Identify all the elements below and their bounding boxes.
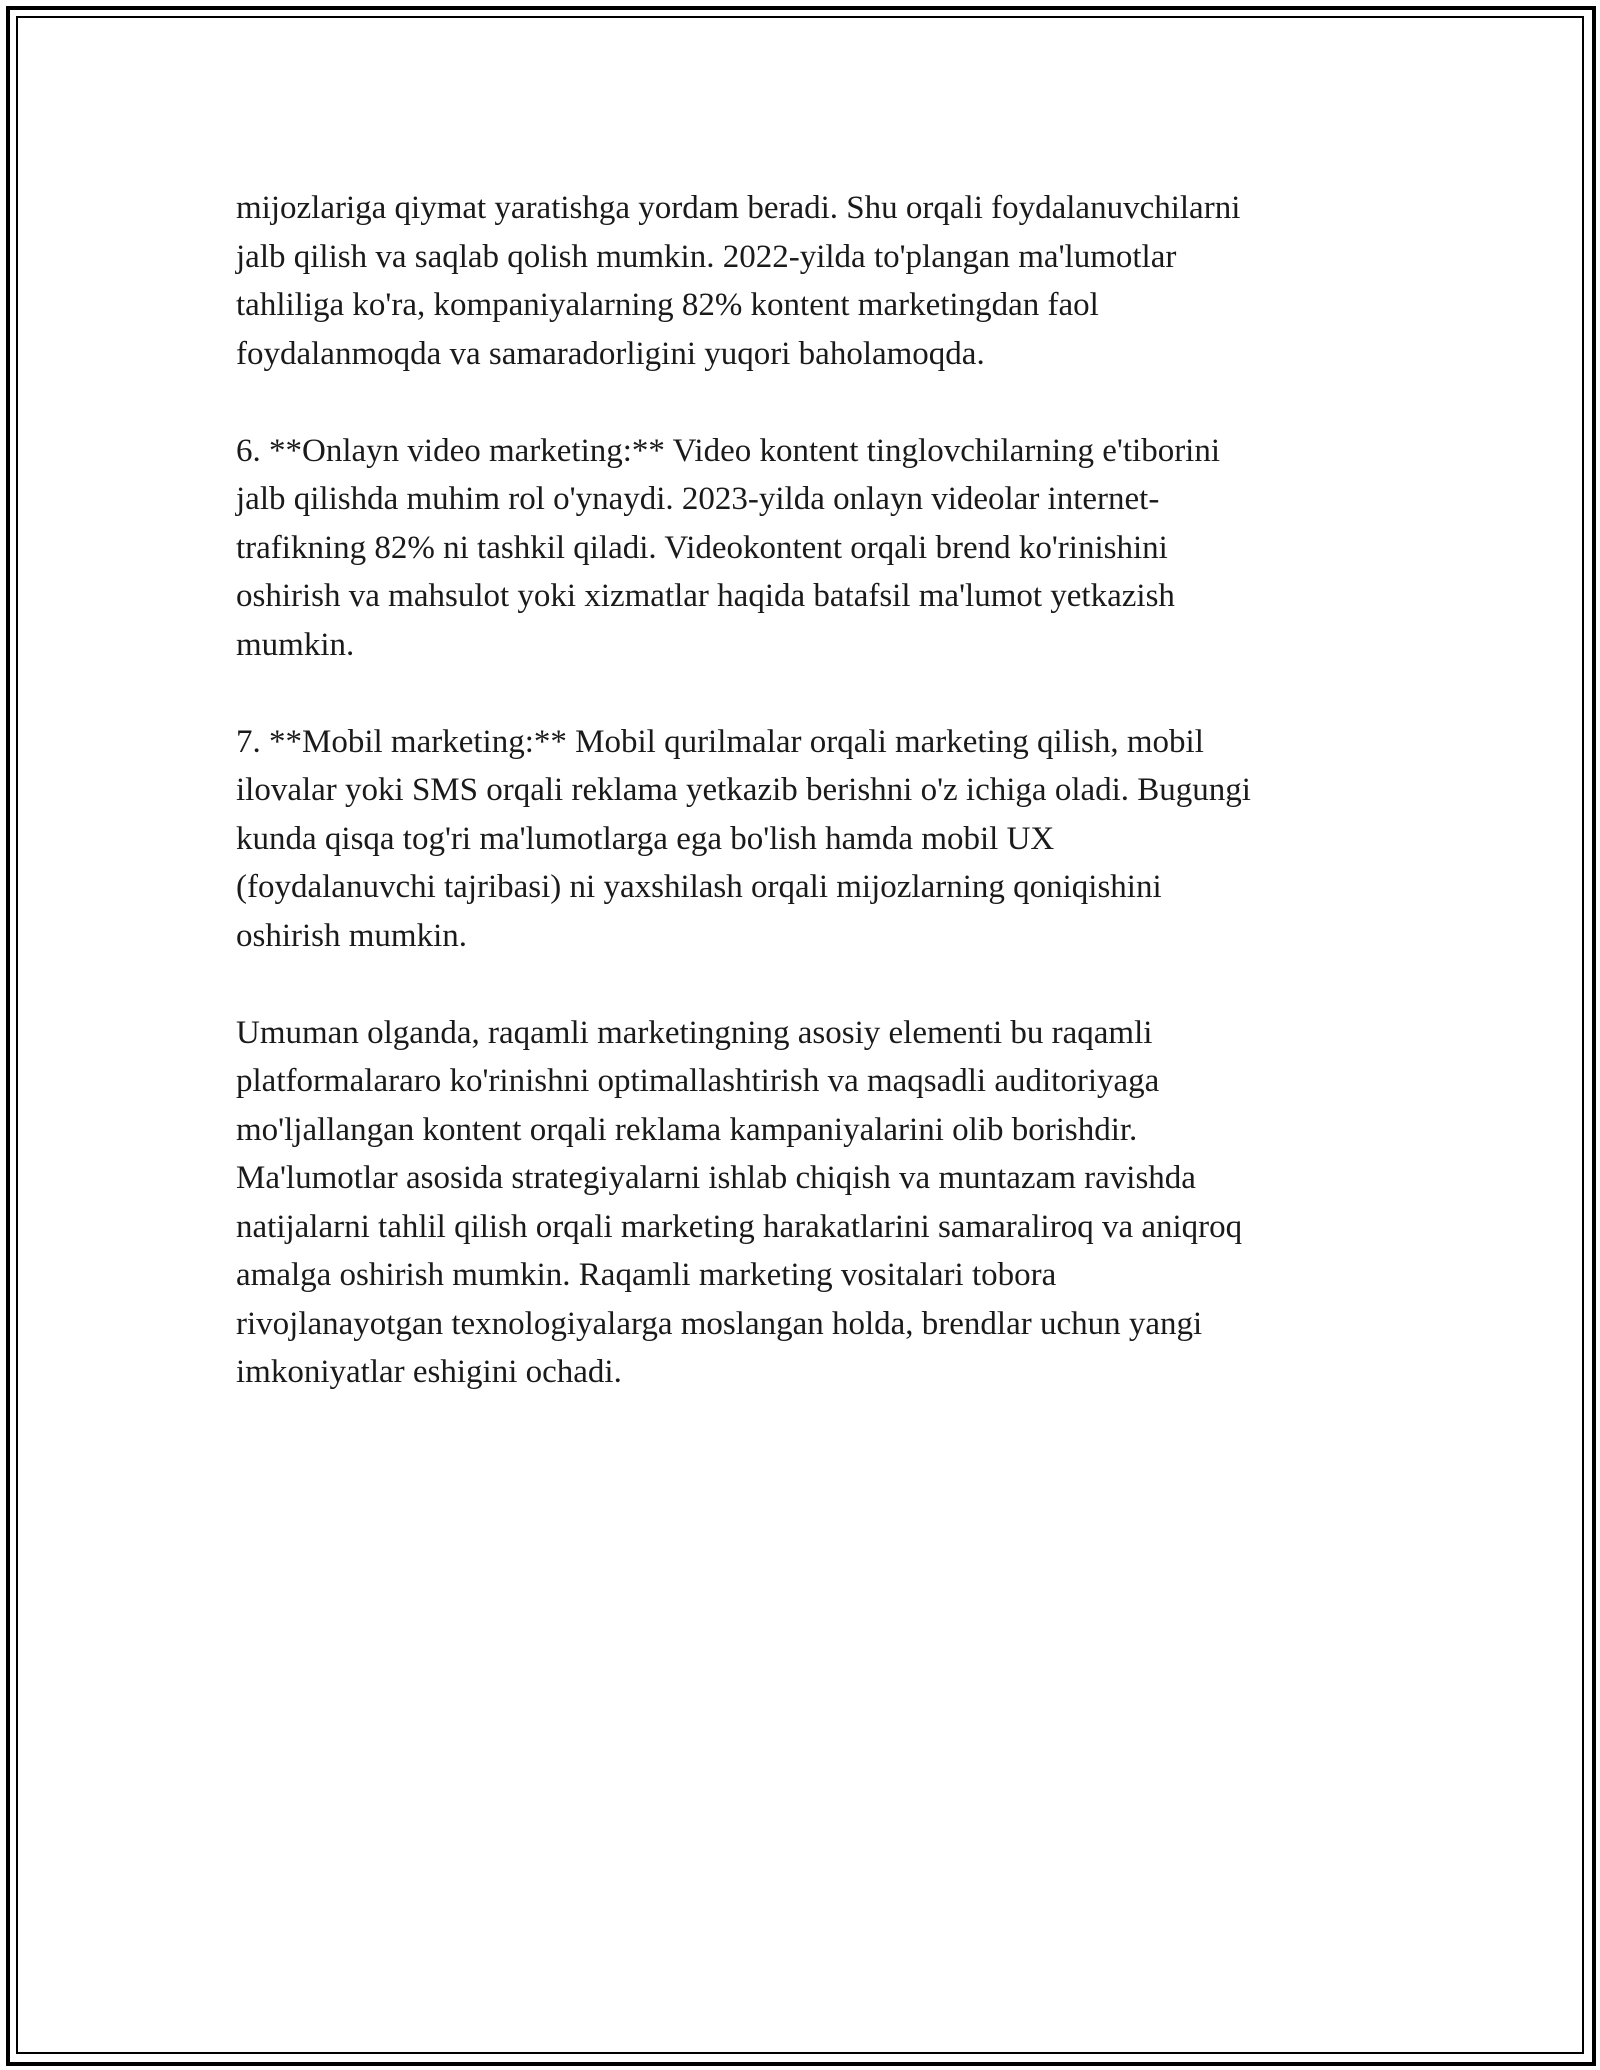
paragraph-conclusion: Umuman olganda, raqamli marketingning asosiy elementi bu raqamli platformalararo ko'rinishni optimallashtirish va maqsadli auditoriyaga mo'ljallangan kontent orqali reklama kampaniyalarini olib borishdir. Ma'lumotlar asosida strategiyalarni ishlab chiqish va muntazam ravishda natijalarni tahlil qilish orqali marketing harakatlarini samaraliroq va aniqroq amalga oshirish mumkin. Raqamli marketing vositalari tobora rivojlanayotgan texnologiyalarga moslangan holda, brendlar uchun yangi imkoniyatlar eshigini ochadi. bbox=[236, 1014, 1243, 1390]
paragraph-online-video-marketing: 6. **Onlayn video marketing:** Video kontent tinglovchilarning e'tiborini jalb qilishda muhim rol o'ynaydi. 2023-yilda onlayn videolar internet- trafikning 82% ni tashkil qiladi. Videokontent orqali brend ko'rinishini oshirish va mahsulot yoki xizmatlar haqida batafsil ma'lumot yetkazish mumkin. bbox=[236, 432, 1221, 663]
paragraph-mobile-marketing: 7. **Mobil marketing:** Mobil qurilmalar orqali marketing qilish, mobil ilovalar yoki SMS orqali reklama yetkazib berishni o'z ichiga oladi. Bugungi kunda qisqa tog'ri ma'lumotlarga ega bo'lish hamda mobil UX (foydalanuvchi tajribasi) ni yaxshilash orqali mijozlarning qoniqishini oshirish mumkin. bbox=[236, 723, 1251, 954]
document-body bbox=[236, 184, 1376, 1445]
paragraph-content-marketing-continued: mijozlariga qiymat yaratishga yordam beradi. Shu orqali foydalanuvchilarni jalb qilish va saqlab qolish mumkin. 2022-yilda to'plangan ma'lumotlar tahliliga ko'ra, kompaniyalarning 82% kontent marketingdan faol foydalanmoqda va samaradorligini yuqori baholamoqda. bbox=[236, 190, 1241, 372]
